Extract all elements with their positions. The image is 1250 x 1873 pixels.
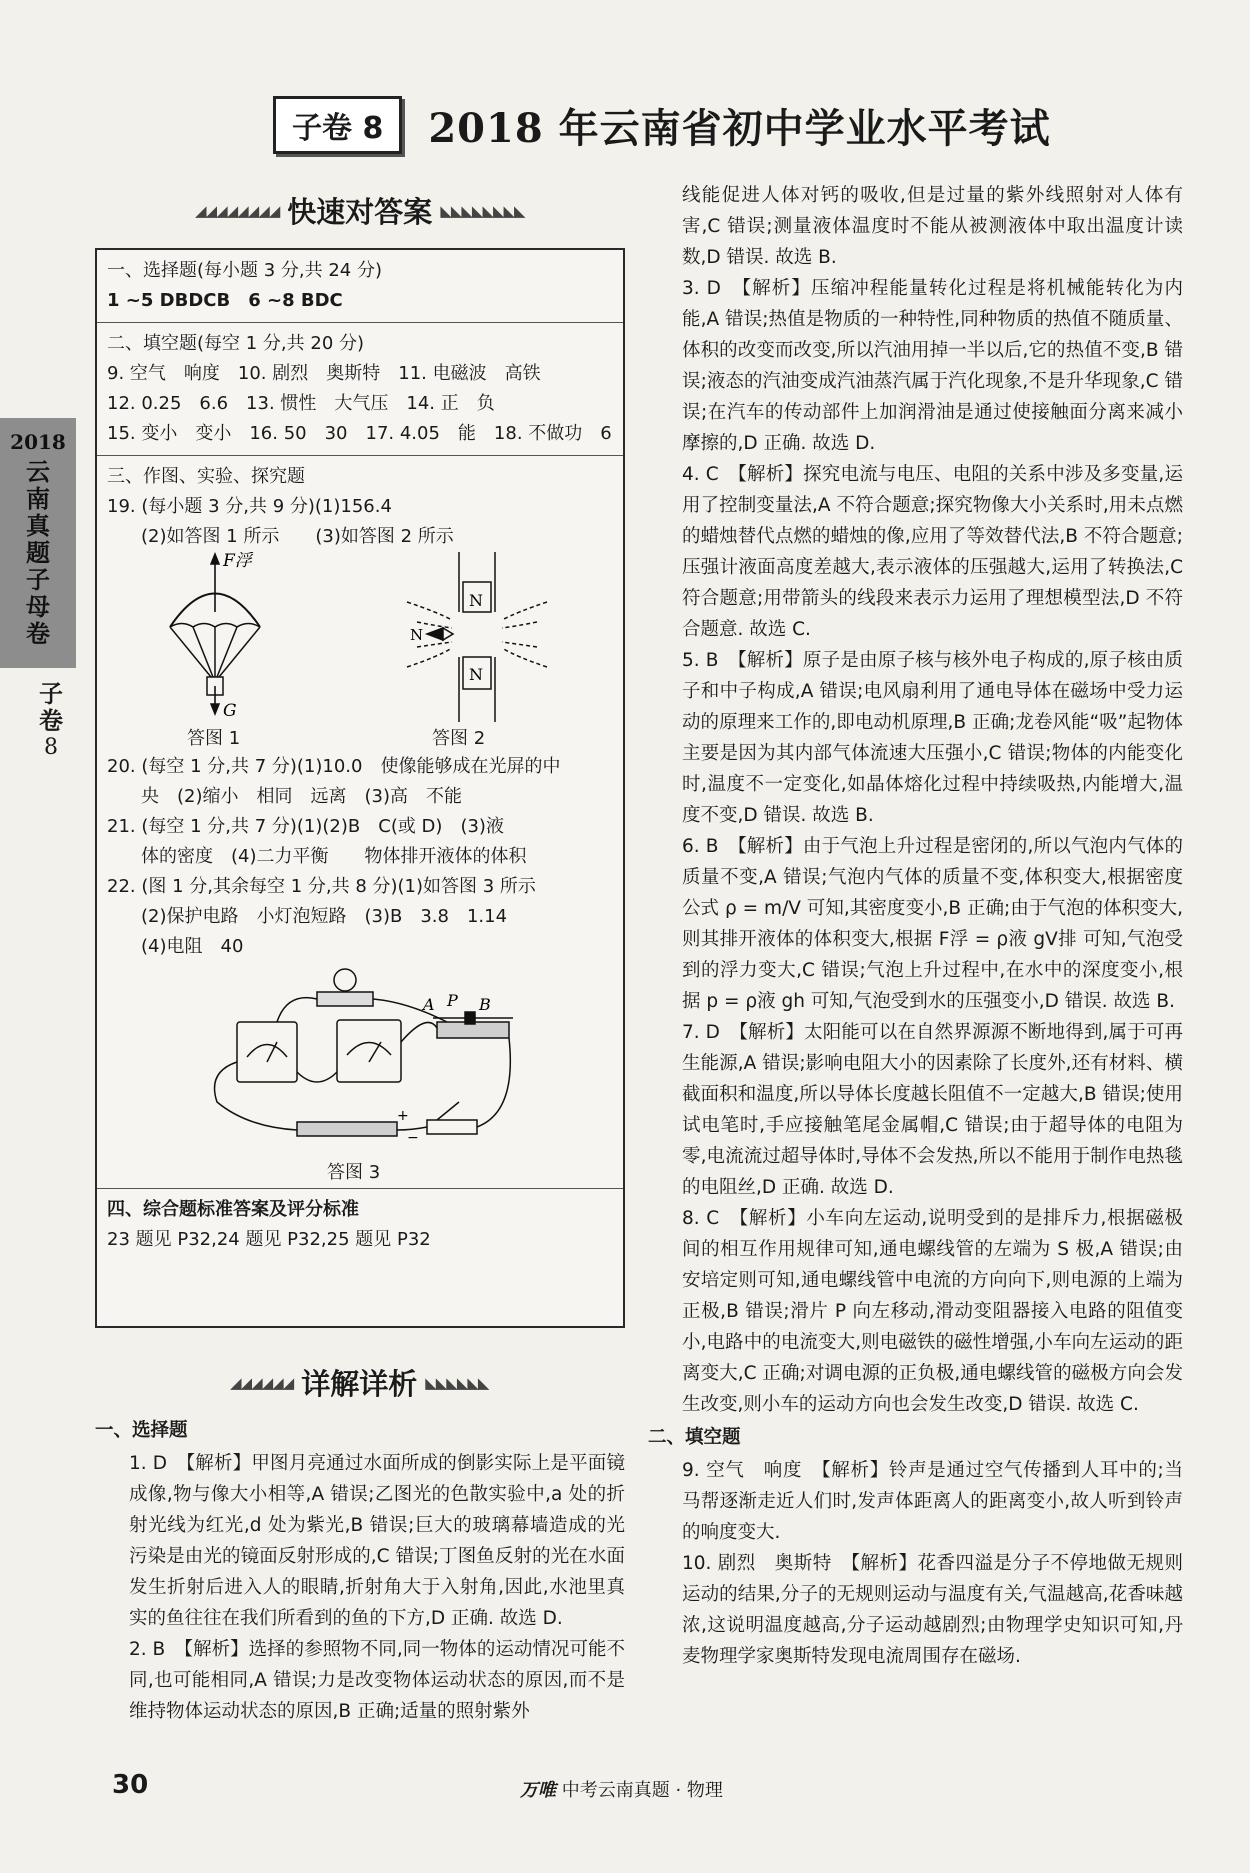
detail-q5: 5. B 【解析】原子是由原子核与核外电子构成的,原子核由质子和中子构成,A 错误;电风扇利用了通电导体在磁场中受力运动的原理来工作的,即电动机原理,B 正确;龙卷风能“吸”起物体主要是因为其内部气体流速大压强小,C 错误;物体的内能变化时,温度不一定变化,如晶体熔化过程中持续吸热,内能增大,温度不变,D 错误. 故选 B.: [682, 650, 1183, 826]
rheostat-label-b: B: [479, 995, 491, 1014]
sidebar-label-text: 子卷: [39, 679, 63, 735]
answer-line: (2)如答图 1 所示 (3)如答图 2 所示: [141, 526, 454, 547]
figure-2-pole-top: N: [469, 591, 483, 610]
detail-q2-continued: 线能促进人体对钙的吸收,但是过量的紫外线照射对人体有害,C 错误;测量液体温度时不能从被测液体中取出温度计读数,D 错误. 故选 B.: [682, 185, 1183, 268]
detail-right-column: [648, 180, 1183, 1672]
section-heading: 三、作图、实验、探究题: [107, 466, 305, 487]
answer-section-comprehensive: [97, 1189, 623, 1261]
answer-line: 20. (每空 1 分,共 7 分)(1)10.0 使像能够成在光屏的中: [107, 756, 561, 777]
rheostat-label-p: P: [447, 991, 458, 1010]
sidebar-tab: [0, 418, 76, 668]
section-heading: 四、综合题标准答案及评分标准: [107, 1199, 359, 1220]
figure-2-pole-bottom: N: [469, 665, 483, 684]
volume-label: 子卷 8: [273, 96, 402, 154]
answer-line: 央 (2)缩小 相同 远离 (3)高 不能: [141, 786, 462, 807]
figure-3: [107, 962, 613, 1182]
answer-line: 23 题见 P32,24 题见 P32,25 题见 P32: [107, 1229, 431, 1250]
answer-line: (2)保护电路 小灯泡短路 (3)B 3.8 1.14: [141, 906, 508, 927]
detail-q1: [95, 1448, 625, 1634]
detail-q7: 7. D 【解析】太阳能可以在自然界源源不断地得到,属于可再生能源,A 错误;影响电阻大小的因素除了长度外,还有材料、横截面积和温度,所以导体长度越长阻值不一定越大,B 错误;使用试电笔时,手应接触笔尾金属帽,C 错误;由于超导体的电阻为零,电流流过超导体时,导体不会发热,所以不能用于制作电热毯的电阻丝,D 正确. 故选 D.: [682, 1022, 1183, 1198]
sidebar-label: [36, 680, 66, 761]
section-heading: 一、选择题(每小题 3 分,共 24 分): [107, 260, 383, 281]
answer-line: 9. 空气 响度 10. 剧烈 奥斯特 11. 电磁波 高铁: [107, 363, 541, 384]
detail-q10: 10. 剧烈 奥斯特 【解析】花香四溢是分子不停地做无规则运动的结果,分子的无规则运动与温度有关,气温越高,花香味越浓,这说明温度越高,分子运动越剧烈;由物理学史知识可知,丹麦物理学家奥斯特发现电流周围存在磁场.: [682, 1553, 1183, 1667]
answer-line: 15. 变小 变小 16. 50 30 17. 4.05 能 18. 不做功 6: [107, 423, 612, 444]
footer-text: [520, 1776, 723, 1802]
detail-section-heading: 二、填空题: [648, 1427, 741, 1448]
answer-line: 1 ~5 DBDCB 6 ~8 BDC: [107, 290, 343, 311]
figure-1-caption: 答图 1: [187, 728, 241, 749]
answer-section-fill: [97, 323, 623, 456]
answer-line: 22. (图 1 分,其余每空 1 分,共 8 分)(1)如答图 3 所示: [107, 876, 536, 897]
quick-answers-title: [195, 190, 525, 231]
page-header: [273, 96, 1051, 154]
title-ornament-left: ◢◢◢◢◢◢: [230, 1373, 294, 1392]
answer-line: 19. (每小题 3 分,共 9 分)(1)156.4: [107, 496, 392, 517]
figures-1-2: [107, 552, 613, 752]
sidebar-year: 2018: [10, 430, 66, 454]
answer-line: 体的密度 (4)二力平衡 物体排开液体的体积: [141, 846, 527, 867]
detail-q3: 3. D 【解析】压缩冲程能量转化过程是将机械能转化为内能,A 错误;热值是物质的一种特性,同种物质的热值不随质量、体积的改变而改变,所以汽油用掉一半以后,它的热值不变,B 错误;液态的汽油变成汽油蒸汽属于汽化现象,不是升华现象,C 错误;在汽车的传动部件上加润滑油是通过使接触面分离来减小摩擦的,D 正确. 故选 D.: [682, 278, 1183, 454]
figure-3-circuit: [107, 962, 617, 1162]
answer-line: 21. (每空 1 分,共 7 分)(1)(2)B C(或 D) (3)液: [107, 816, 504, 837]
detail-title: [230, 1362, 488, 1403]
rheostat-label-a: A: [423, 995, 435, 1014]
detail-q6: 6. B 【解析】由于气泡上升过程是密闭的,所以气泡内气体的质量不变,A 错误;气泡内气体的质量不变,体积变大,根据密度公式 ρ = m/V 可知,其密度变小,B 正确;由于气泡的体积变大,则其排开液体的体积变大,根据 F浮 = ρ液 gV排 可知,气泡受到的浮力变大,C 错误;气泡上升过程中,在水中的深度变小,根据 p = ρ液 gh 可知,气泡受到水的压强变小,D 错误. 故选 B.: [682, 836, 1183, 1012]
page-footer: [0, 1770, 1250, 1820]
exam-title: 2018 年云南省初中学业水平考试: [428, 104, 1051, 152]
sidebar-label-num: 8: [44, 735, 58, 760]
title-ornament-right: ◣◣◣◣◣◣: [425, 1373, 489, 1392]
answer-line: 12. 0.25 6.6 13. 惯性 大气压 14. 正 负: [107, 393, 495, 414]
figure-1-parachute: [170, 554, 260, 714]
sidebar-title: 云南真题子母卷: [26, 457, 50, 648]
detail-q4: 4. C 【解析】探究电流与电压、电阻的关系中涉及多变量,运用了控制变量法,A 不符合题意;探究物像大小关系时,用未点燃的蜡烛替代点燃的蜡烛的像,应用了等效替代法,B 不符合题意;压强计液面高度差越大,表示液体的压强越大,运用了转换法,C 符合题意;用带箭头的线段来表示力运用了理想模型法,D 不符合题意. 故选 C.: [682, 464, 1183, 640]
answer-box: [95, 248, 625, 1328]
figure-2-compass-label: N: [410, 626, 424, 644]
footer-brand: 万唯: [520, 1780, 556, 1801]
detail-q9: 9. 空气 响度 【解析】铃声是通过空气传播到人耳中的;当马帮逐渐走近人们时,发声体距离人的距离变小,故人听到铃声的响度变大.: [682, 1460, 1183, 1543]
detail-section-heading: 一、选择题: [95, 1420, 188, 1441]
title-ornament-left: ◢◢◢◢◢◢◢◢: [195, 201, 280, 220]
detail-q2-text: 2. B 【解析】选择的参照物不同,同一物体的运动情况可能不同,也可能相同,A 错误;力是改变物体运动状态的原因,而不是维持物体运动状态的原因,B 正确;适量的照射紫外: [129, 1639, 625, 1722]
figure-2-caption: 答图 2: [432, 728, 486, 749]
detail-left-column: [95, 1413, 625, 1727]
section-heading: 二、填空题(每空 1 分,共 20 分): [107, 333, 365, 354]
figure-3-caption: 答图 3: [327, 1162, 381, 1183]
detail-q2: [95, 1634, 625, 1727]
detail-title-text: 详解详析: [301, 1367, 418, 1401]
footer-title: 中考云南真题 · 物理: [561, 1780, 723, 1801]
detail-q8: 8. C 【解析】小车向左运动,说明受到的是排斥力,根据磁极间的相互作用规律可知,通电螺线管的左端为 S 极,A 错误;由安培定则可知,通电螺线管中电流的方向向下,则电源的上端为正极,B 错误;滑片 P 向左移动,滑动变阻器接入电路的阻值变小,电路中的电流变大,则电磁铁的磁性增强,小车向左运动的距离变大,C 正确;对调电源的正负极,通电螺线管的磁极方向会发生改变,则小车的运动方向也会发生改变,D 错误. 故选 C.: [682, 1208, 1183, 1415]
answer-line: (4)电阻 40: [141, 936, 244, 957]
answer-section-experiment: [97, 456, 623, 1189]
battery-minus-sign: −: [407, 1130, 419, 1146]
title-ornament-right: ◣◣◣◣◣◣◣◣: [440, 201, 525, 220]
page-number: 30: [112, 1770, 149, 1800]
figure-2-magnets: [407, 552, 547, 722]
battery-plus-sign: +: [397, 1108, 409, 1124]
answer-section-choice: [97, 250, 623, 323]
quick-answers-title-text: 快速对答案: [287, 195, 433, 229]
detail-q1-text: 1. D 【解析】甲图月亮通过水面所成的倒影实际上是平面镜成像,物与像大小相等,A 错误;乙图光的色散实验中,a 处的折射光线为红光,d 处为紫光,B 错误;巨大的玻璃幕墙造成的光污染是由光的镜面反射形成的,C 错误;丁图鱼反射的光在水面发生折射后进入人的眼睛,折射角大于入射角,因此,水池里真实的鱼往往在我们所看到的鱼的下方,D 正确. 故选 D.: [129, 1453, 625, 1629]
figure-1-2-svg: [107, 552, 617, 722]
figure-1-force-label: F浮: [223, 552, 252, 571]
figure-1-gravity-label: G: [223, 701, 237, 721]
